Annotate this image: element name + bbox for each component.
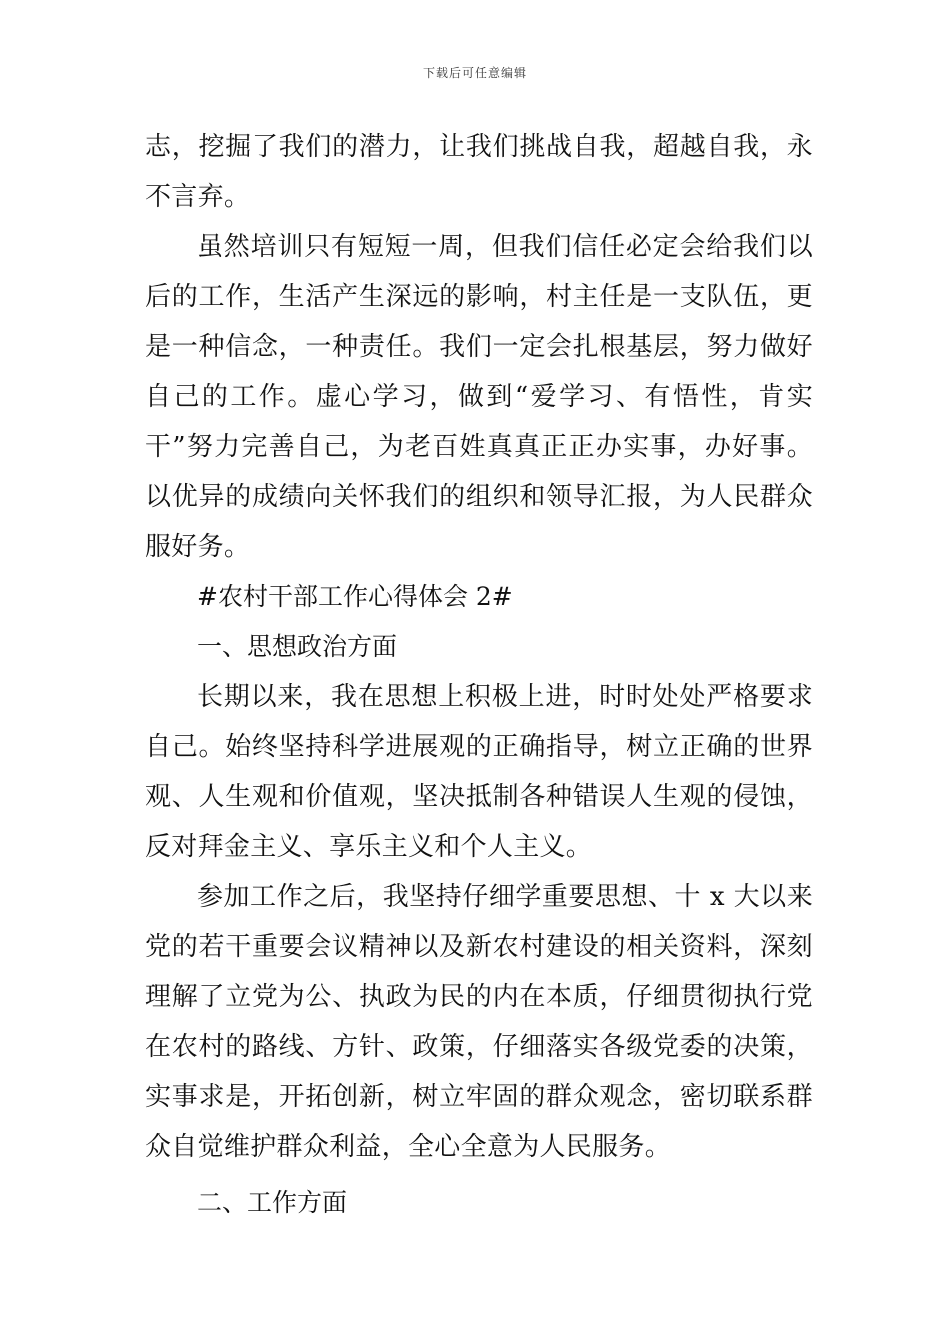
- subheading-ideology: 一、思想政治方面: [197, 632, 398, 661]
- document-body: [145, 122, 813, 1228]
- section-title: #农村干部工作心得体会 2#: [197, 582, 513, 611]
- paragraph-study: 参加工作之后，我坚持仔细学重要思想、十 x 大以来党的若干重要会议精神以及新农村建设的相关资料，深刻理解了立党为公、执政为民的内在本质，仔细贯彻执行党在农村的路线、方针、政策，仔细落实各级党委的决策，实事求是，开拓创新，树立牢固的群众观念，密切联系群众自觉维护群众利益，全心全意为人民服务。: [145, 882, 813, 1162]
- paragraph-ideology: 长期以来，我在思想上积极上进，时时处处严格要求自己。始终坚持科学进展观的正确指导，树立正确的世界观、人生观和价值观，坚决抵制各种错误人生观的侵蚀，反对拜金主义、享乐主义和个人主义。: [145, 682, 813, 862]
- subheading-work: 二、工作方面: [197, 1188, 348, 1217]
- page-header: 下载后可任意编辑: [422, 66, 527, 80]
- paragraph-training: 虽然培训只有短短一周，但我们信任必定会给我们以后的工作，生活产生深远的影响，村主任是一支队伍，更是一种信念，一种责任。我们一定会扎根基层，努力做好自己的工作。虚心学习，做到“爱学习、有悟性，肯实干”努力完善自己，为老百姓真真正正办实事，办好事。以优异的成绩向关怀我们的组织和领导汇报，为人民群众服好务。: [145, 232, 813, 562]
- paragraph-continuation: 志，挖掘了我们的潜力，让我们挑战自我，超越自我，永不言弃。: [145, 132, 813, 212]
